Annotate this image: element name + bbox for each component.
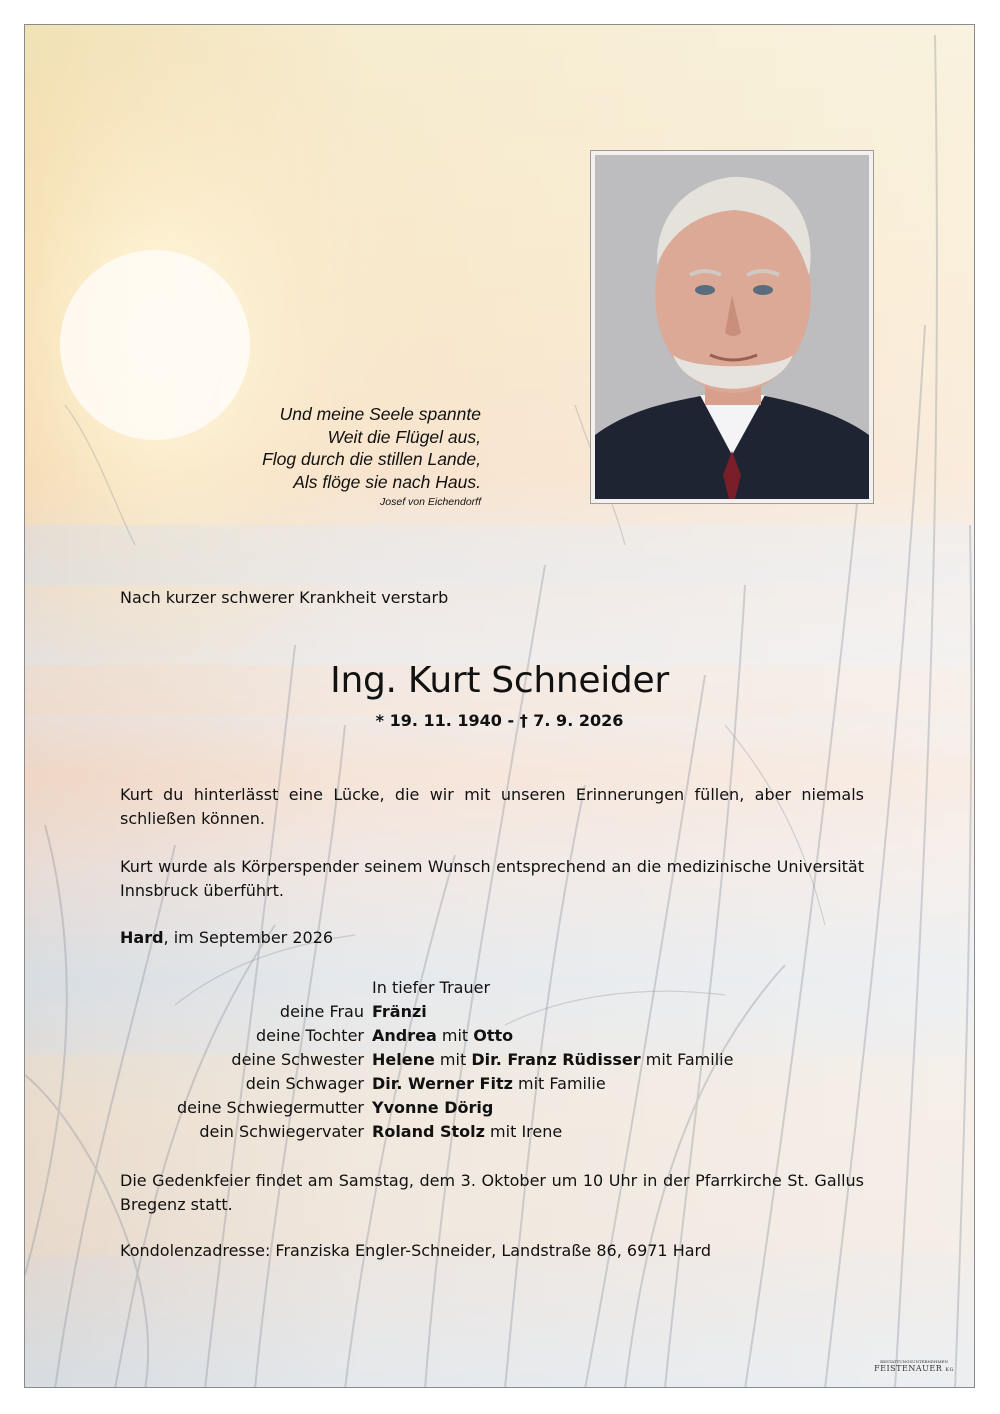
mourner-row (120, 1072, 880, 1096)
mourner-name: Roland Stolz (372, 1122, 485, 1141)
mourner-relation: deine Frau (279, 1002, 364, 1021)
mourners-header: In tiefer Trauer (372, 978, 491, 997)
life-dates: * 19. 11. 1940 - † 7. 9. 2026 (375, 711, 624, 730)
body-donation-paragraph: Kurt wurde als Körperspender seinem Wunsch entsprechend an die medizinische Universität Innsbruck überführt. (120, 857, 864, 900)
mourner-relation: deine Schwiegermutter (177, 1098, 364, 1117)
deceased-name: Ing. Kurt Schneider (330, 660, 669, 701)
logo-tagline: BESTATTUNGSUNTERNEHMEN (880, 1359, 948, 1364)
mourner-row (120, 1096, 880, 1120)
logo-name: FEISTENAUER (874, 1364, 943, 1373)
mourner-names (372, 1072, 606, 1096)
place-date-line (120, 928, 333, 947)
portrait-frame (590, 150, 874, 504)
mourner-names (372, 1000, 427, 1024)
poem-line: Weit die Flügel aus, (327, 426, 481, 447)
mourner-connector: mit Irene (484, 1122, 563, 1141)
mourner-name: Fränzi (372, 1002, 427, 1021)
mourner-name: Otto (473, 1026, 514, 1045)
condolence-address: Kondolenzadresse: Franziska Engler-Schneider, Landstraße 86, 6971 Hard (120, 1241, 711, 1260)
logo-suffix: KG (945, 1367, 954, 1373)
mourner-name: Helene (372, 1050, 435, 1069)
mourner-names (372, 1024, 513, 1048)
mourner-row (120, 1000, 880, 1024)
mourner-names (372, 1048, 733, 1072)
poem-line: Als flöge sie nach Haus. (293, 471, 481, 492)
mourner-connector: mit Familie (640, 1050, 734, 1069)
poem-line: Flog durch die stillen Lande, (262, 449, 481, 469)
poem-line: Und meine Seele spannte (279, 404, 481, 424)
mourner-relation: deine Tochter (256, 1026, 364, 1045)
memorial-poem (262, 403, 481, 509)
mourner-name: Andrea (372, 1026, 437, 1045)
tribute-paragraph: Kurt du hinterlässt eine Lücke, die wir mit unseren Erinnerungen füllen, aber niemals schließen können. (120, 785, 864, 828)
place-town: Hard (120, 928, 164, 947)
poem-author: Josef von Eichendorff (380, 496, 481, 508)
mourner-row (120, 1048, 880, 1072)
mourner-row (120, 1120, 880, 1144)
mourner-connector: mit (436, 1026, 474, 1045)
funeral-home-logo (874, 1359, 954, 1373)
place-date: , im September 2026 (163, 928, 334, 947)
mourners-header-row (120, 976, 880, 1000)
mourner-relation: deine Schwester (231, 1050, 364, 1069)
mourner-relation: dein Schwager (245, 1074, 364, 1093)
obituary-frame (24, 24, 975, 1388)
portrait-photo (595, 155, 869, 499)
memorial-service-paragraph: Die Gedenkfeier findet am Samstag, dem 3. Oktober um 10 Uhr in der Pfarrkirche St. Gallus Bregenz statt. (120, 1171, 864, 1214)
mourner-names (372, 1096, 493, 1120)
intro-text: Nach kurzer schwerer Krankheit verstarb (120, 588, 449, 607)
mourner-name: Yvonne Dörig (372, 1098, 494, 1117)
mourner-name: Dir. Werner Fitz (372, 1074, 513, 1093)
mourner-row (120, 1024, 880, 1048)
mourner-connector: mit Familie (512, 1074, 606, 1093)
mourner-names (372, 1120, 562, 1144)
mourner-name: Dir. Franz Rüdisser (471, 1050, 641, 1069)
mourner-connector: mit (434, 1050, 472, 1069)
mourner-relation: dein Schwiegervater (199, 1122, 364, 1141)
mourners-list (120, 976, 880, 1144)
